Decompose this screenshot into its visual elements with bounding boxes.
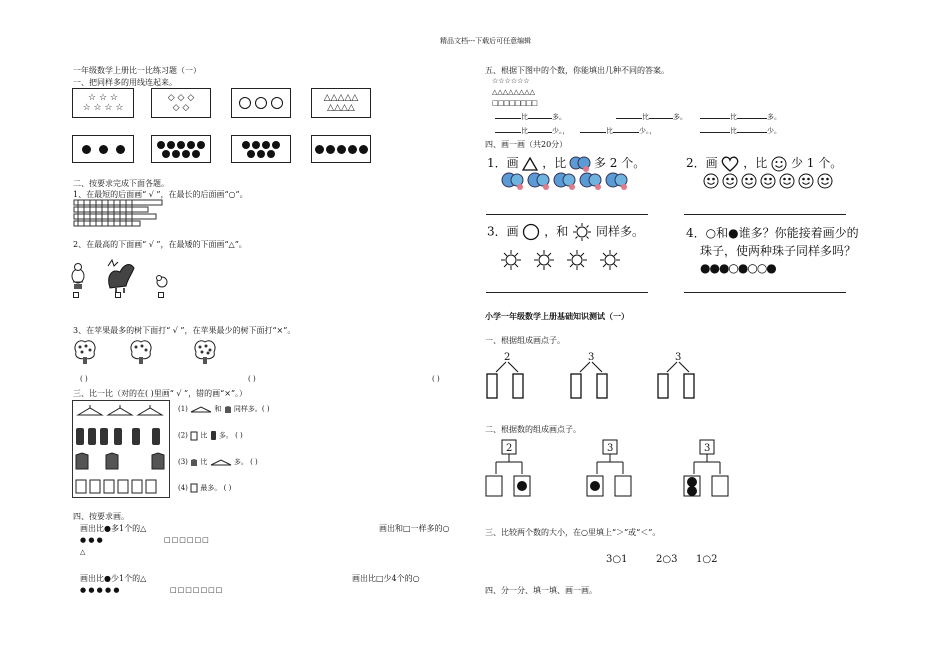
section-2-heading: 二、按要求完成下面各题。: [73, 179, 169, 188]
test-section-2: 二、根据数的组成画点子。: [485, 425, 581, 434]
question-2-3: 3、在苹果最多的树下面打“ √ ”，在苹果最少的树下面打“×”。: [73, 326, 296, 335]
box-stars: [72, 88, 134, 118]
box-dots-9: [151, 135, 211, 163]
apple-tree-icon: [192, 338, 218, 364]
blank-row-1c: 比 多。: [700, 112, 781, 122]
draw-problem-2: 2．画 ，比 少 1 个。: [686, 156, 843, 170]
blank-row-2c: 比 少。: [700, 126, 781, 136]
answer-line[interactable]: [684, 292, 846, 293]
test-title: 小学一年级数学上册基础知识测试（一）: [485, 311, 629, 321]
bottle-icons: [74, 424, 168, 446]
draw-task-2b: 画出比□少4个的○: [352, 574, 420, 583]
answer-box[interactable]: [115, 292, 121, 298]
dot-icon: [99, 145, 108, 154]
dots-row: ● ● ●: [80, 536, 103, 544]
smiley-row: [703, 173, 835, 191]
draw-problem-4: 4．○和●谁多？你能接着画少的: [686, 226, 859, 240]
compare-expression[interactable]: 2○3: [656, 554, 678, 565]
hanger-icons: [74, 403, 168, 417]
circle-icon: [522, 223, 540, 241]
hanger-icon: [190, 405, 212, 413]
answer-line[interactable]: [486, 214, 648, 215]
circle-icon: [255, 97, 267, 109]
butterfly-row: [502, 170, 632, 192]
triangle-icon: △: [80, 548, 86, 556]
composition-tree: [655, 350, 703, 400]
triangle-icon: △△△△△: [323, 93, 359, 103]
number-label: 3: [588, 352, 595, 363]
stars-row: ☆☆☆☆☆☆: [492, 77, 530, 85]
number-tree: [585, 438, 637, 500]
smiley-icon: [771, 156, 787, 172]
squares-row: □□□□□□□□: [492, 99, 537, 107]
squares-row: □□□□□□□: [170, 586, 224, 594]
hanger-icon: [210, 458, 232, 466]
diamond-icon: ◇ ◇ ◇: [167, 93, 195, 103]
question-2-2: 2、在最高的下面画“ √ ”，在最矮的下面画“△”。: [73, 240, 247, 249]
draw-problem-4b: 珠子，使两种珠子同样多吗？: [700, 244, 857, 258]
answer-line[interactable]: [486, 292, 648, 293]
sun-icon: [572, 222, 592, 242]
apple-tree-icon: [128, 338, 154, 364]
answer-paren[interactable]: ( ): [80, 375, 88, 383]
cup-icon: [190, 431, 198, 441]
triangles-row: △△△△△△△△: [492, 88, 536, 96]
cup-icon: [190, 483, 198, 493]
question-2-1: 1、在最短的后面画“ √ ”，在最长的后面画“○”。: [73, 190, 248, 199]
worksheet-title: 一年级数学上册比一比练习题（一）: [73, 66, 201, 75]
draw-problem-3: 3．画 ，和 同样多。: [487, 222, 644, 242]
box-diamonds: [151, 88, 211, 118]
compare-expression[interactable]: 3○1: [606, 554, 628, 565]
star-icon: ☆ ☆ ☆ ☆: [82, 103, 124, 113]
squares-row: □□□□□□: [164, 536, 210, 544]
section-draw-heading: 四、画一画（共20分）: [485, 140, 568, 149]
cup-icons: [74, 477, 168, 495]
composition-tree: [568, 350, 616, 400]
heart-icon: [721, 156, 739, 172]
box-triangles: [311, 88, 371, 118]
blank-row-2: 比 少。，: [495, 126, 570, 136]
answer-paren[interactable]: ( ): [248, 375, 256, 383]
triangle-icon: △△△△: [327, 103, 355, 113]
compare-expression[interactable]: 1○2: [696, 554, 718, 565]
sun-row: [500, 248, 624, 272]
apple-tree-icon: [72, 338, 98, 364]
answer-line[interactable]: [684, 214, 846, 215]
box-dots-3: [72, 135, 134, 163]
beads-row: ●●●○●○○●: [700, 261, 776, 275]
dot-icon: [82, 145, 91, 154]
number-label: 2: [506, 443, 513, 454]
section-5-heading: 五、根据下图中的个数，你能填出几种不同的答案。: [485, 66, 669, 75]
draw-task-1b: 画出和□一样多的○: [379, 524, 450, 533]
page-header: 精品文档---下载后可任意编辑: [440, 37, 532, 45]
coat-icon: [190, 458, 198, 467]
circle-icon: [239, 97, 251, 109]
number-tree: [682, 438, 734, 500]
number-label: 3: [675, 352, 682, 363]
bottle-icon: [210, 430, 217, 441]
draw-task-1: 画出比●多1个的△: [80, 524, 147, 533]
composition-tree: [484, 350, 532, 400]
number-label: 3: [607, 443, 614, 454]
small-chick-icon: [155, 274, 169, 288]
triangle-icon: [522, 157, 538, 171]
compare-3: (3) 比 多。 ( ): [178, 458, 258, 466]
coat-icon: [224, 405, 232, 414]
compare-4: (4) 最多。 ( ): [178, 484, 232, 492]
answer-paren[interactable]: ( ): [432, 375, 440, 383]
blank-row-2b: 比 少。，: [580, 126, 657, 136]
draw-task-2: 画出比●少1个的△: [80, 574, 147, 583]
circle-icon: [271, 97, 283, 109]
section-4-heading: 四、按要求画。: [73, 512, 129, 521]
number-tree: [484, 438, 536, 500]
answer-box[interactable]: [73, 292, 79, 298]
dot-icon: [116, 145, 125, 154]
number-label: 3: [704, 443, 711, 454]
section-1-heading: 一、把同样多的用线连起来。: [73, 78, 177, 87]
box-dots-7: [231, 135, 291, 163]
test-section-4: 四、分一分、填一填、画一画。: [485, 586, 597, 595]
rooster-icon: [104, 258, 138, 294]
number-label: 2: [504, 352, 511, 363]
chick-icon: [70, 262, 86, 290]
diamond-icon: ◇ ◇: [172, 103, 190, 113]
compare-2: (2) 比 多。 ( ): [178, 431, 243, 440]
box-circles: [231, 88, 291, 118]
compare-1: (1) 和 同样多。( ): [178, 405, 270, 413]
star-icon: ☆ ☆ ☆: [88, 93, 118, 103]
dots-row: ● ● ● ● ●: [80, 586, 120, 594]
test-section-1: 一、根据组成画点子。: [485, 336, 565, 345]
section-3-heading: 三、比一比（对的在( )里画“ √ ”，错的画“×”。）: [73, 389, 248, 398]
test-section-3: 三、比较两个数的大小，在○里填上“＞”或“＜”。: [485, 528, 661, 537]
blank-row-1: 比 多。: [495, 112, 566, 122]
draw-problem-1: 1．画 ，比 多 2 个。: [487, 154, 645, 173]
box-dots-5: [311, 135, 371, 163]
sticks-picture: [72, 198, 172, 228]
answer-box[interactable]: [158, 292, 164, 298]
blank-row-1b: 比 多。: [616, 112, 687, 122]
coat-icons: [74, 451, 168, 471]
